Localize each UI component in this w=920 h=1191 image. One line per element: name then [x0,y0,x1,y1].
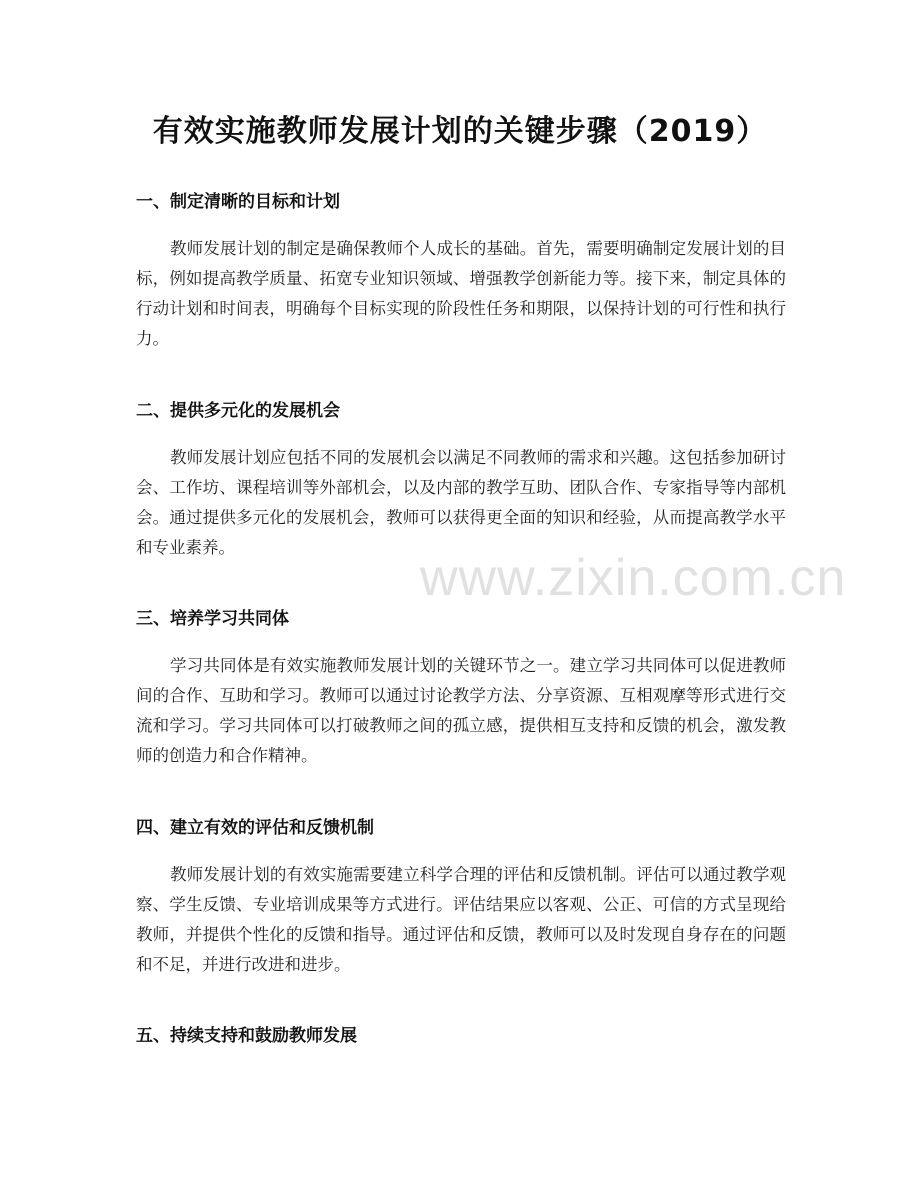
section-heading-5: 五、持续支持和鼓励教师发展 [136,1026,357,1046]
section-heading-1: 一、制定清晰的目标和计划 [136,192,340,212]
section-paragraph-1: 教师发展计划的制定是确保教师个人成长的基础。首先，需要明确制定发展计划的目标，例如提高教学质量、拓宽专业知识领域、增强教学创新能力等。接下来，制定具体的行动计划和时间表，明确每个目标实现的阶段性任务和期限，以保持计划的可行性和执行力。 [136,239,786,348]
section-paragraph-4: 教师发展计划的有效实施需要建立科学合理的评估和反馈机制。评估可以通过教学观察、学生反馈、专业培训成果等方式进行。评估结果应以客观、公正、可信的方式呈现给教师，并提供个性化的反馈和指导。通过评估和反馈，教师可以及时发现自身存在的问题和不足，并进行改进和进步。 [136,865,786,974]
document-title: 有效实施教师发展计划的关键步骤（2019） [152,114,768,149]
section-paragraph-2: 教师发展计划应包括不同的发展机会以满足不同教师的需求和兴趣。这包括参加研讨会、工作坊、课程培训等外部机会，以及内部的教学互助、团队合作、专家指导等内部机会。通过提供多元化的发展机会，教师可以获得更全面的知识和经验，从而提高教学水平和专业素养。 [136,448,786,557]
section-heading-4: 四、建立有效的评估和反馈机制 [136,818,374,838]
section-heading-3: 三、培养学习共同体 [136,609,289,629]
section-paragraph-3: 学习共同体是有效实施教师发展计划的关键环节之一。建立学习共同体可以促进教师间的合作、互助和学习。教师可以通过讨论教学方法、分享资源、互相观摩等形式进行交流和学习。学习共同体可以打破教师之间的孤立感，提供相互支持和反馈的机会，激发教师的创造力和合作精神。 [136,656,786,765]
watermark-text: www.zixin.com.cn [420,549,847,607]
section-heading-2: 二、提供多元化的发展机会 [136,401,340,421]
